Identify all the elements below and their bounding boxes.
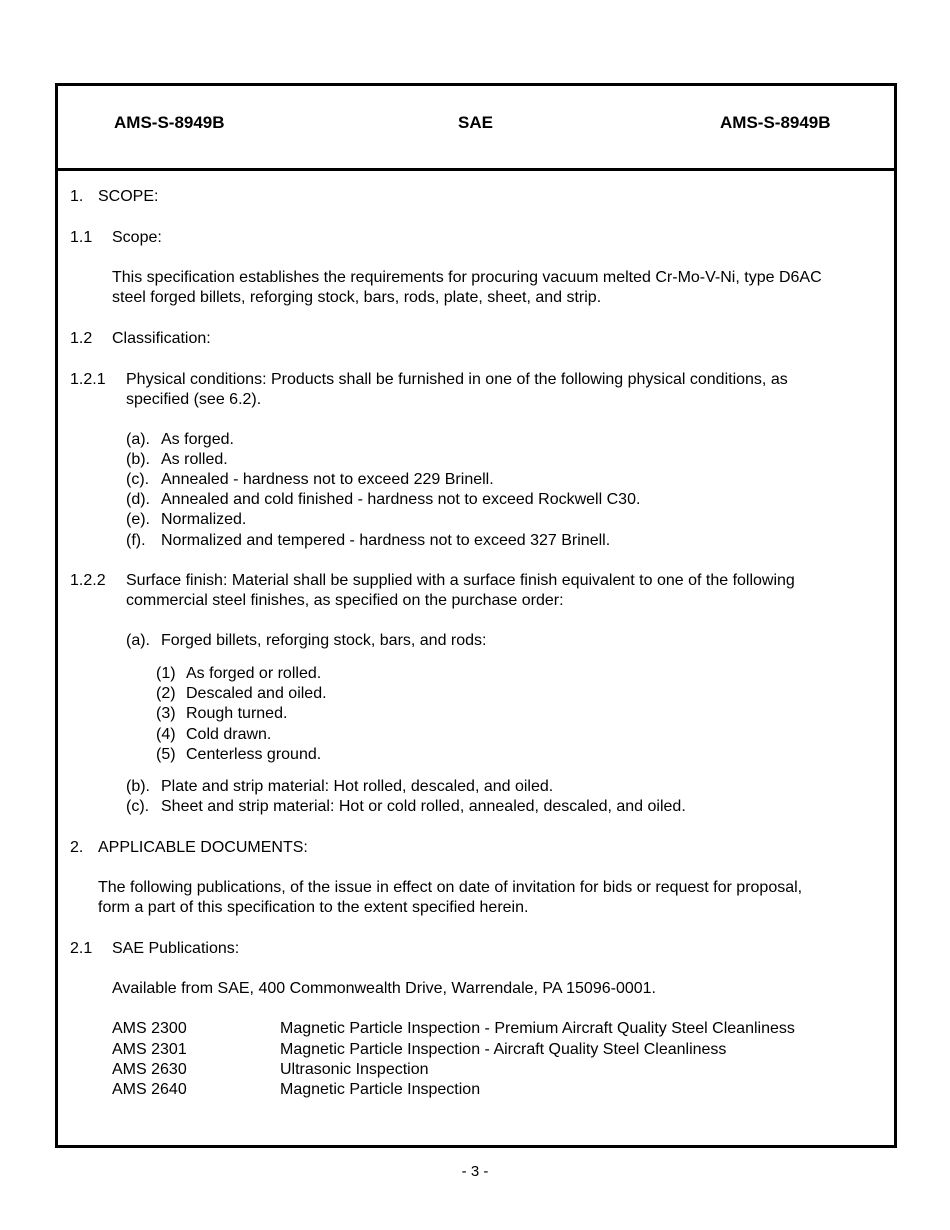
finish-item-text: Plate and strip material: Hot rolled, descaled, and oiled.	[161, 778, 554, 795]
doc-code: AMS 2640	[112, 1081, 187, 1098]
section-1-2-number: 1.2	[70, 330, 93, 347]
doc-title: Magnetic Particle Inspection - Premium Aircraft Quality Steel Cleanliness	[280, 1020, 795, 1037]
section-1-title: SCOPE:	[98, 188, 159, 205]
finish-item-text: Forged billets, reforging stock, bars, and rods:	[161, 632, 487, 649]
section-1-2-1-line: Physical conditions: Products shall be furnished in one of the following physical conditions, as	[126, 371, 788, 388]
doc-code: AMS 2300	[112, 1020, 187, 1037]
condition-item-label: (f).	[126, 532, 146, 549]
header-doc-id-right: AMS-S-8949B	[720, 113, 831, 132]
section-1-2-1-line: specified (see 6.2).	[126, 391, 262, 408]
section-1-2-2-number: 1.2.2	[70, 572, 106, 589]
section-1-1-title: Scope:	[112, 229, 162, 246]
finish-item-text: Sheet and strip material: Hot or cold rolled, annealed, descaled, and oiled.	[161, 798, 686, 815]
section-2-title: APPLICABLE DOCUMENTS:	[98, 839, 308, 856]
section-1-1-body-line: This specification establishes the requirements for procuring vacuum melted Cr-Mo-V-Ni, type D6AC	[112, 269, 822, 286]
condition-item-label: (c).	[126, 471, 150, 488]
condition-item-text: As rolled.	[161, 451, 228, 468]
finish-subitem-text: Centerless ground.	[186, 746, 322, 763]
doc-title: Magnetic Particle Inspection	[280, 1081, 481, 1098]
finish-subitem-text: Descaled and oiled.	[186, 685, 327, 702]
section-2-1-availability: Available from SAE, 400 Commonwealth Drive, Warrendale, PA 15096-0001.	[112, 980, 656, 997]
condition-item-text: As forged.	[161, 431, 234, 448]
section-2-body-line: form a part of this specification to the extent specified herein.	[98, 899, 529, 916]
section-2-body-line: The following publications, of the issue in effect on date of invitation for bids or request for proposal,	[98, 879, 803, 896]
doc-title: Ultrasonic Inspection	[280, 1061, 429, 1078]
section-1-number: 1.	[70, 188, 84, 205]
section-2-1-number: 2.1	[70, 940, 93, 957]
finish-subitem-label: (2)	[156, 685, 176, 702]
finish-subitem-label: (4)	[156, 726, 176, 743]
finish-subitem-text: As forged or rolled.	[186, 665, 322, 682]
section-1-1-body-line: steel forged billets, reforging stock, bars, rods, plate, sheet, and strip.	[112, 289, 602, 306]
condition-item-text: Normalized.	[161, 511, 247, 528]
finish-subitem-label: (5)	[156, 746, 176, 763]
condition-item-label: (b).	[126, 451, 150, 468]
section-1-2-2-line: Surface finish: Material shall be supplied with a surface finish equivalent to one of the following	[126, 572, 795, 589]
condition-item-text: Annealed and cold finished - hardness not to exceed Rockwell C30.	[161, 491, 641, 508]
doc-code: AMS 2630	[112, 1061, 187, 1078]
condition-item-text: Annealed - hardness not to exceed 229 Brinell.	[161, 471, 494, 488]
finish-subitem-text: Rough turned.	[186, 705, 288, 722]
finish-item-label: (c).	[126, 798, 150, 815]
header-org: SAE	[458, 113, 493, 132]
finish-subitem-text: Cold drawn.	[186, 726, 272, 743]
section-1-1-number: 1.1	[70, 229, 93, 246]
header-doc-id-left: AMS-S-8949B	[114, 113, 225, 132]
finish-item-label: (a).	[126, 632, 150, 649]
finish-item-label: (b).	[126, 778, 150, 795]
doc-title: Magnetic Particle Inspection - Aircraft Quality Steel Cleanliness	[280, 1041, 727, 1058]
section-1-2-2-line: commercial steel finishes, as specified on the purchase order:	[126, 592, 564, 609]
finish-subitem-label: (1)	[156, 665, 176, 682]
section-2-1-title: SAE Publications:	[112, 940, 240, 957]
condition-item-text: Normalized and tempered - hardness not to exceed 327 Brinell.	[161, 532, 611, 549]
page-number: - 3 -	[461, 1163, 489, 1180]
section-1-2-title: Classification:	[112, 330, 211, 347]
document-header	[58, 86, 894, 171]
section-1-2-1-number: 1.2.1	[70, 371, 106, 388]
condition-item-label: (d).	[126, 491, 150, 508]
condition-item-label: (a).	[126, 431, 150, 448]
condition-item-label: (e).	[126, 511, 150, 528]
finish-subitem-label: (3)	[156, 705, 176, 722]
section-2-number: 2.	[70, 839, 84, 856]
doc-code: AMS 2301	[112, 1041, 187, 1058]
